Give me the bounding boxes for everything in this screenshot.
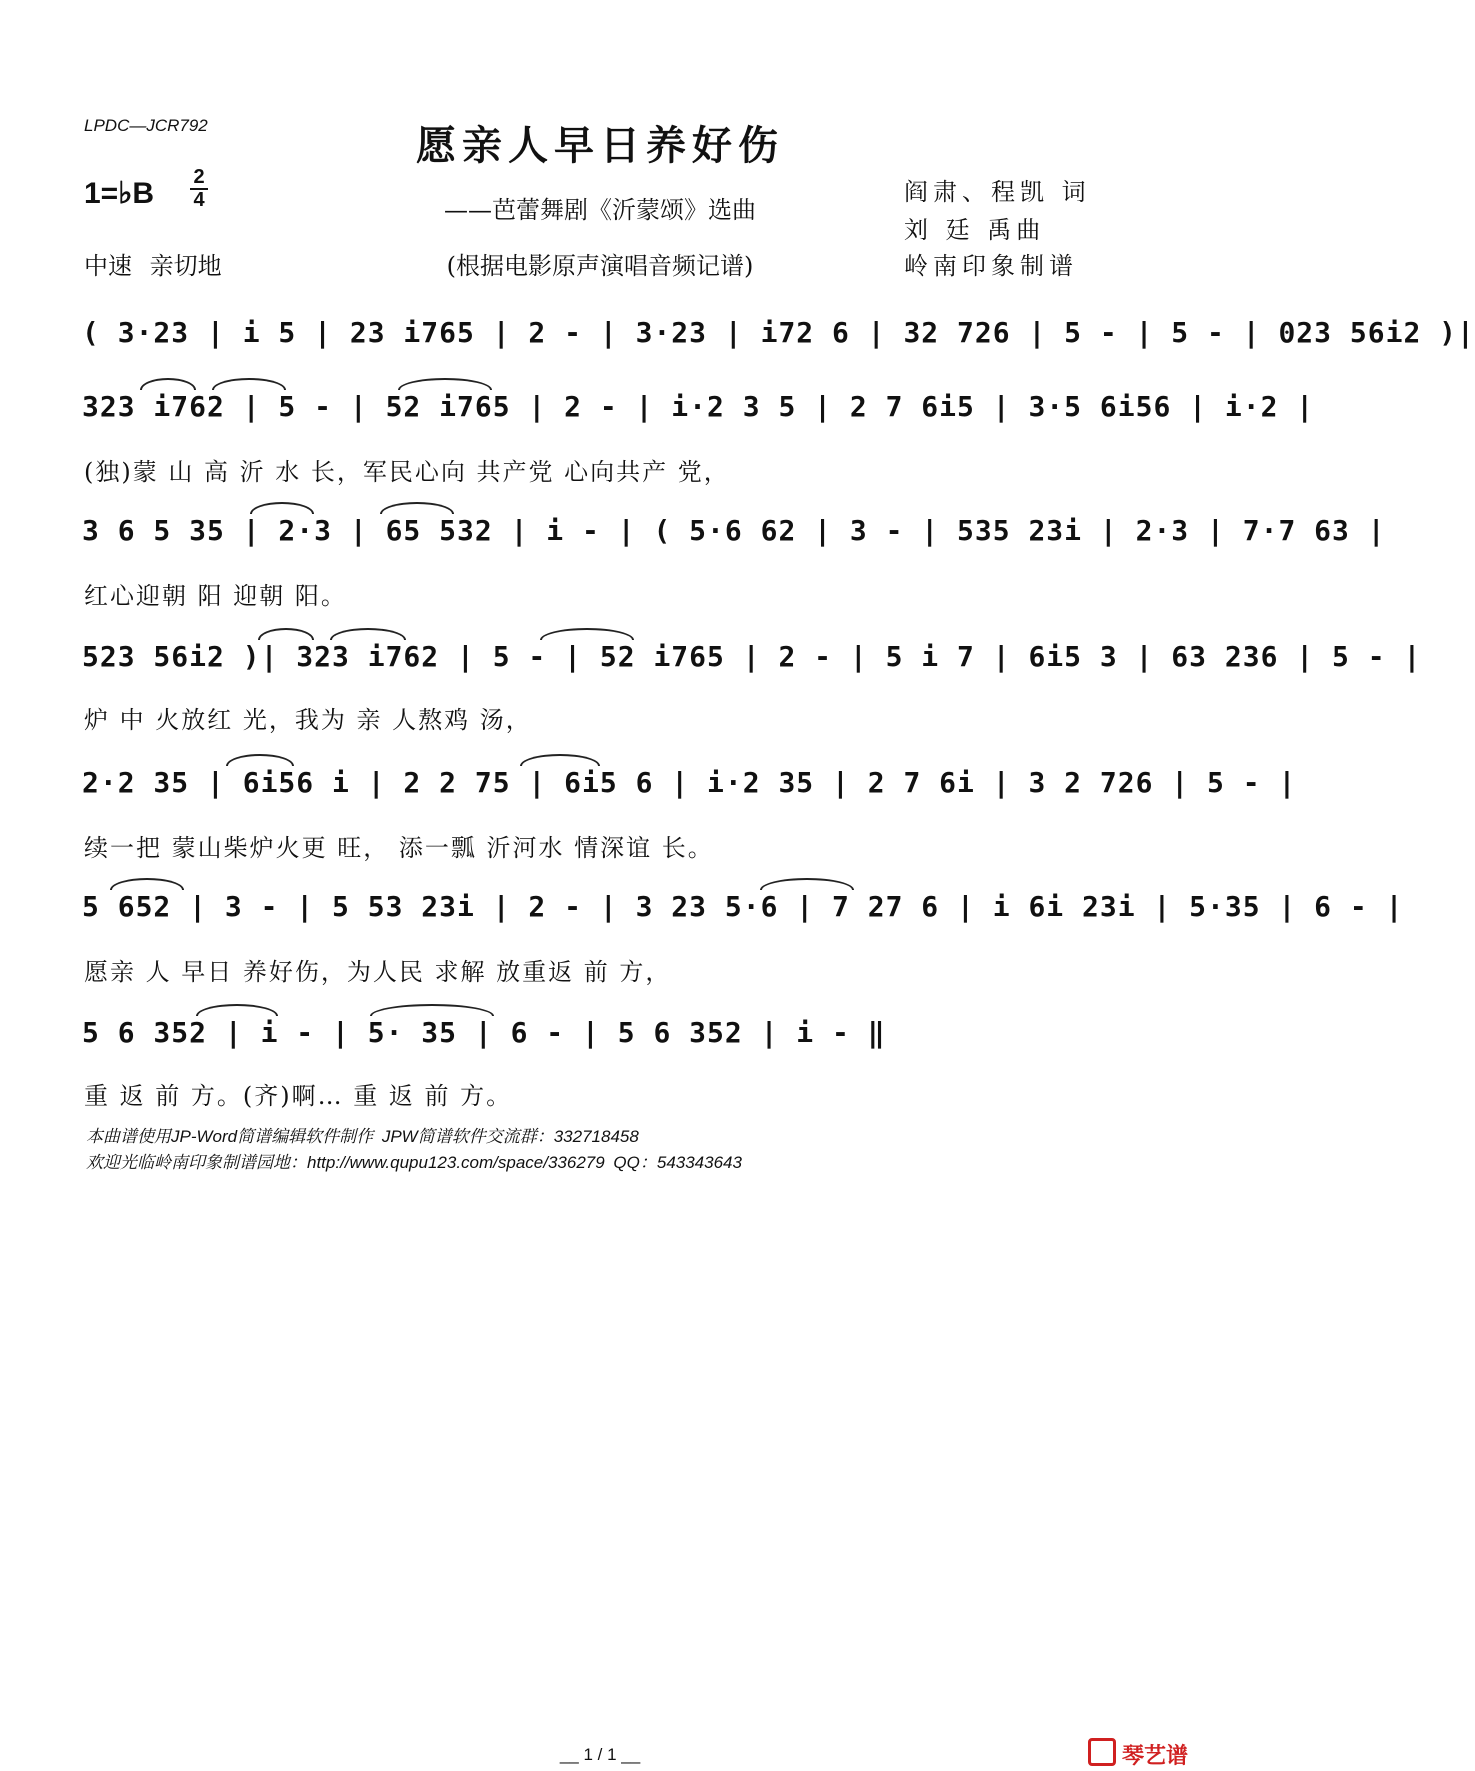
slur-mark (110, 878, 184, 890)
site-logo (1088, 1738, 1188, 1770)
score-line-3-lyrics: 红心迎朝 阳 迎朝 阳。 (84, 582, 347, 610)
slur-mark (250, 502, 314, 514)
score-line-6-notes: 5 652 | 3 - | 5 53 23i | 2 - | 3 23 5·6 | 7 27 6 | i 6i 23i | 5·35 | 6 - | (82, 890, 1404, 923)
song-title: 愿亲人早日养好伤 (416, 122, 784, 169)
tempo-marking: 中速 亲切地 (84, 252, 222, 280)
score-line-1-notes: ( 3·23 | i 5 | 23 i765 | 2 - | 3·23 | i72 6 | 32 726 | 5 - | 5 - | 023 56i2 )| (82, 316, 1475, 349)
score-line-5-lyrics: 续一把 蒙山柴炉火更 旺， 添一瓢 沂河水 情深谊 长。 (84, 834, 714, 862)
slur-mark (398, 378, 492, 390)
slur-mark (540, 628, 634, 640)
page-number: __ 1 / 1 __ (559, 1745, 641, 1764)
composer-credit: 刘 廷 禹曲 (904, 216, 1046, 244)
score-line-2-notes: 323 i762 | 5 - | 52 i765 | 2 - | i·2 3 5 | 2 7 6i5 | 3·5 6i56 | i·2 | (82, 390, 1315, 423)
score-line-4-notes: 523 56i2 )| 323 i762 | 5 - | 52 i765 | 2 - | 5 i 7 | 6i5 3 | 63 236 | 5 - | (82, 640, 1422, 673)
score-line-2-lyrics: (独)蒙 山 高 沂 水 长，军民心向 共产党 心向共产 党， (84, 458, 730, 486)
slur-mark (380, 502, 454, 514)
time-signature-bottom: 4 (193, 189, 205, 211)
arranger-credit: 岭南印象制谱 (904, 252, 1078, 280)
slur-mark (196, 1004, 278, 1016)
score-line-5-notes: 2·2 35 | 6i56 i | 2 2 75 | 6i5 6 | i·2 35 | 2 7 6i | 3 2 726 | 5 - | (82, 766, 1297, 799)
slur-mark (330, 628, 406, 640)
score-line-6-lyrics: 愿亲 人 早日 养好伤，为人民 求解 放重返 前 方， (84, 958, 672, 986)
footer-website-note: 欢迎光临岭南印象制谱园地：http://www.qupu123.com/space/336279 QQ：543343643 (86, 1153, 742, 1172)
footer-software-note: 本曲谱使用JP-Word简谱编辑软件制作 JPW简谱软件交流群：332718458 (86, 1127, 639, 1146)
slur-mark (370, 1004, 494, 1016)
logo-icon (1088, 1738, 1116, 1766)
lyricist-credit: 阎肃、程凯 词 (904, 178, 1091, 206)
slur-mark (258, 628, 314, 640)
score-line-7-notes: 5 6 352 | i - | 5· 35 | 6 - | 5 6 352 | i - ‖ (82, 1016, 886, 1049)
subtitle: ——芭蕾舞剧《沂蒙颂》选曲 (444, 196, 756, 224)
slur-mark (226, 754, 294, 766)
logo-text: 琴艺谱 (1121, 1744, 1188, 1769)
slur-mark (140, 378, 196, 390)
slur-mark (760, 878, 854, 890)
score-code: LPDC—JCR792 (84, 116, 208, 135)
slur-mark (520, 754, 600, 766)
key-signature: 1=♭B (84, 177, 155, 210)
transcription-source: (根据电影原声演唱音频记谱) (446, 252, 754, 280)
time-signature-top: 2 (193, 166, 205, 188)
score-line-4-lyrics: 炉 中 火放红 光，我为 亲 人熬鸡 汤， (84, 706, 532, 734)
score-line-3-notes: 3 6 5 35 | 2·3 | 65 532 | i - | ( 5·6 62 | 3 - | 535 23i | 2·3 | 7·7 63 | (82, 514, 1386, 547)
slur-mark (212, 378, 286, 390)
score-line-7-lyrics: 重 返 前 方。(齐)啊… 重 返 前 方。 (84, 1082, 513, 1110)
